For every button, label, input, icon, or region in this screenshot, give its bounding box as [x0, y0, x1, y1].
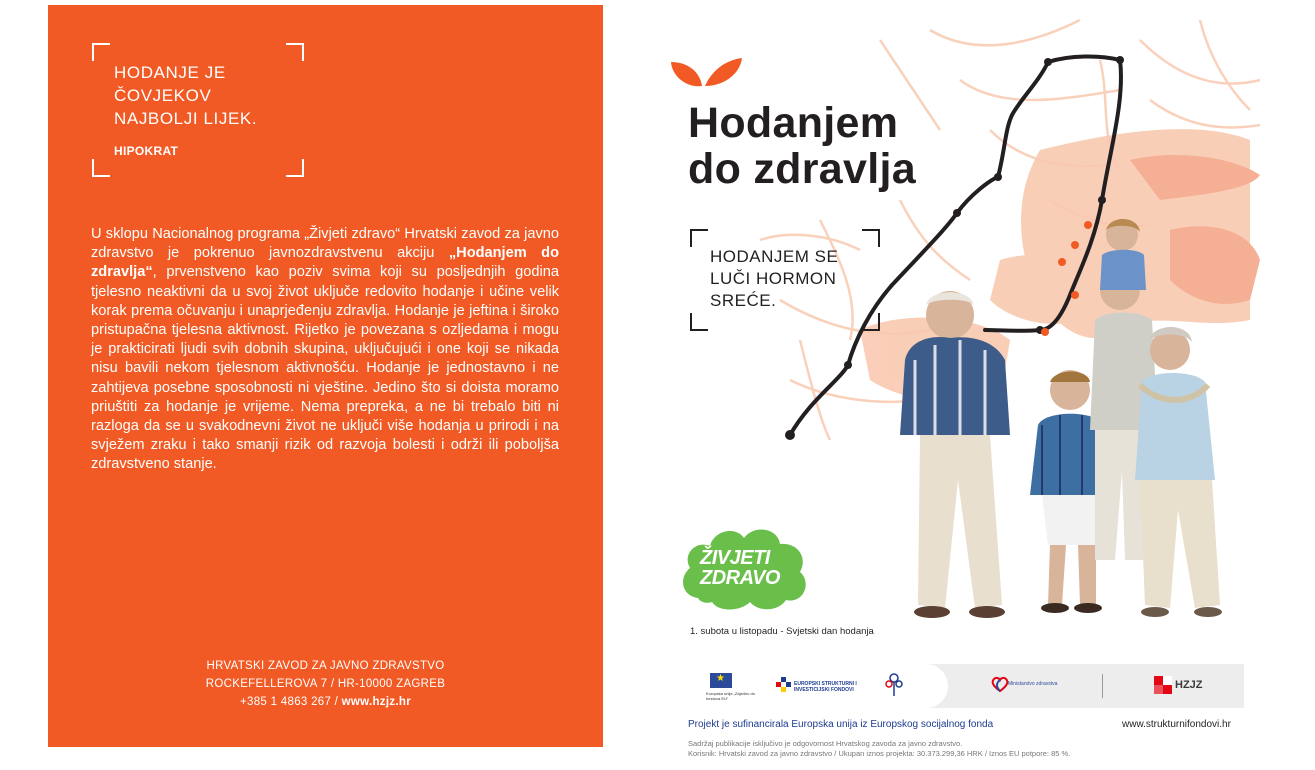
- quote-line: ČOVJEKOV: [114, 86, 212, 105]
- main-title: [688, 100, 916, 192]
- logo-line: ZDRAVO: [700, 567, 780, 589]
- campaign-name: „Hodanjem do zdravlja“: [91, 245, 559, 281]
- eu-logo-area: [688, 664, 948, 708]
- disclaimer: [688, 739, 1070, 758]
- body-rest: , prvenstveno kao poziv svima koji su posljednjih godina tjelesno neaktivni da u svoj život uključe redovito hodanje i učine velik korak prema očuvanju i unaprjeđenju zdravlja. Hodanje je jeftina i široko pristupačna tjelesna aktivnost. Rijetko je povezana s ozljedama i mogu je prakticirati ljudi svih dobnih skupina, uključujući i one koji se nikada nisu bavili nekom tjelesnom aktivnošću. Hodanje je jednostavno i ne zahtijeva posebne sposobnosti ni vještine. Jedino što si doista moramo priuštiti za hodanje je vrijeme. Nema prepreka, a ne bi trebalo biti ni razloga da se u svakodnevni život ne uključi više hodanja u prirodi i na svježem zraku i tako smanji rizik od razvoja bolesti i održi ili poboljša zdravstveno stanje.: [91, 264, 559, 473]
- hzjz-logo-icon: [1154, 676, 1172, 694]
- ministry-heart-icon: [991, 675, 1009, 693]
- quote-line: NAJBOLJI LIJEK.: [114, 109, 258, 128]
- ministry-caption: Ministarstvo zdravstva: [1008, 681, 1058, 687]
- zivjeti-zdravo-logo: [678, 518, 812, 614]
- title-line: Hodanjem: [688, 99, 899, 147]
- structural-funds-icon: [776, 676, 792, 692]
- slogan-line: LUČI HORMON: [710, 269, 837, 288]
- event-caption: 1. subota u listopadu - Svjetski dan hodanja: [690, 626, 874, 637]
- title-line: do zdravlja: [688, 145, 916, 193]
- hzjz-label: HZJZ: [1175, 679, 1203, 691]
- funding-statement: Projekt je sufinancirala Europska unija iz Europskog socijalnog fonda: [688, 719, 994, 730]
- street-address: ROCKEFELLEROVA 7 / HR-10000 ZAGREB: [205, 678, 446, 690]
- quote-line: HODANJE JE: [114, 63, 226, 82]
- sponsor-logo-strip: [688, 664, 1244, 708]
- ministry-flower-icon: [884, 672, 904, 698]
- family-walking-illustration: [890, 210, 1240, 630]
- strip-divider: [1102, 674, 1103, 698]
- logo-line: ŽIVJETI: [700, 547, 770, 569]
- slogan-frame: [690, 229, 880, 331]
- logo-text: [700, 548, 780, 588]
- funds-website-link[interactable]: www.strukturnifondovi.hr: [1122, 719, 1231, 730]
- slogan-text: [710, 246, 838, 312]
- quote-author: HIPOKRAT: [114, 144, 179, 158]
- eu-caption: Europska unija „Zajedno do fondova EU“: [706, 691, 755, 701]
- slogan-line: SREĆE.: [710, 291, 777, 310]
- web-link[interactable]: www.hzjz.hr: [341, 696, 411, 708]
- disclaimer-line: Korisnik: Hrvatski zavod za javno zdravstvo / Ukupan iznos projekta: 30.373.299,36 HRK / Iznos EU potpore: 85 %.: [688, 748, 1071, 758]
- phone: +385 1 4863 267 /: [240, 696, 342, 708]
- slogan-line: HODANJEM SE: [710, 247, 839, 266]
- disclaimer-line: Sadržaj publikacije isključivo je odgovornost Hrvatskog zavoda za javno zdravstvo.: [688, 739, 963, 748]
- body-intro: U sklopu Nacionalnog programa „Živjeti zdravo“ Hrvatski zavod za javno zdravstvo je pokrenuo javnozdravstvenu akciju: [91, 226, 559, 262]
- eu-flag-icon: [710, 673, 732, 688]
- leaf-logo-icon: [671, 58, 742, 86]
- org-name: HRVATSKI ZAVOD ZA JAVNO ZDRAVSTVO: [206, 660, 445, 672]
- grandpa-figure: [900, 291, 1010, 618]
- structural-funds-caption: EUROPSKI STRUKTURNI I INVESTICIJSKI FONDOVI: [794, 681, 857, 693]
